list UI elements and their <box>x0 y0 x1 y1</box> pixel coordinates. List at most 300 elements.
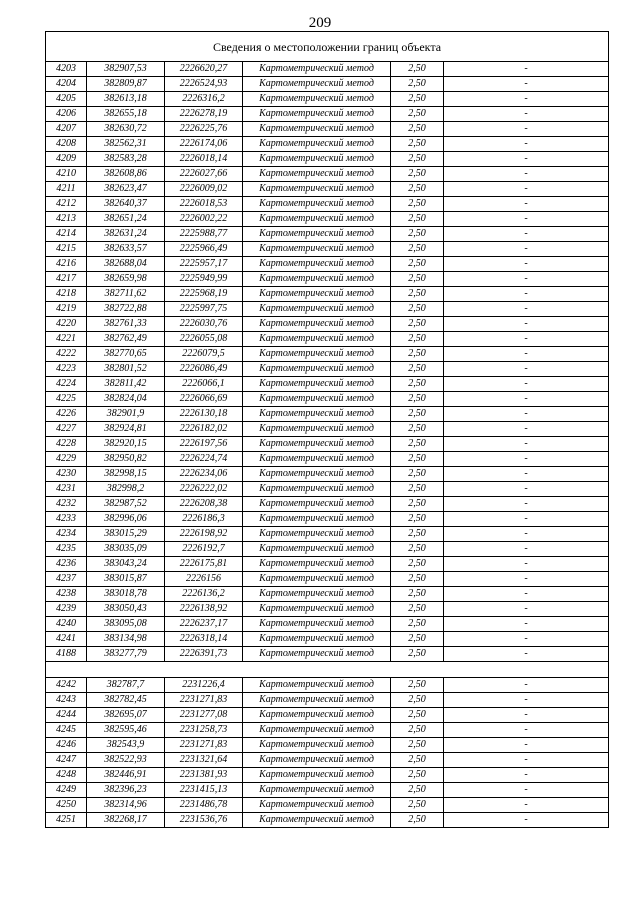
accuracy-cell: 2,50 <box>391 708 444 723</box>
description-cell: - <box>444 422 609 437</box>
x-coordinate-cell: 382920,15 <box>87 437 165 452</box>
description-cell: - <box>444 482 609 497</box>
x-coordinate-cell: 382623,47 <box>87 182 165 197</box>
accuracy-cell: 2,50 <box>391 317 444 332</box>
accuracy-cell: 2,50 <box>391 152 444 167</box>
description-cell: - <box>444 557 609 572</box>
x-coordinate-cell: 382824,04 <box>87 392 165 407</box>
y-coordinate-cell: 2226225,76 <box>165 122 243 137</box>
y-coordinate-cell: 2231271,83 <box>165 693 243 708</box>
x-coordinate-cell: 382522,93 <box>87 753 165 768</box>
y-coordinate-cell: 2226086,49 <box>165 362 243 377</box>
description-cell: - <box>444 798 609 813</box>
description-cell: - <box>444 377 609 392</box>
method-cell: Картометрический метод <box>243 152 391 167</box>
accuracy-cell: 2,50 <box>391 227 444 242</box>
accuracy-cell: 2,50 <box>391 437 444 452</box>
point-number-cell: 4211 <box>46 182 87 197</box>
y-coordinate-cell: 2231321,64 <box>165 753 243 768</box>
description-cell: - <box>444 152 609 167</box>
x-coordinate-cell: 383095,08 <box>87 617 165 632</box>
accuracy-cell: 2,50 <box>391 62 444 77</box>
accuracy-cell: 2,50 <box>391 347 444 362</box>
table-row <box>46 257 609 272</box>
point-number-cell: 4233 <box>46 512 87 527</box>
method-cell: Картометрический метод <box>243 77 391 92</box>
description-cell: - <box>444 77 609 92</box>
accuracy-cell: 2,50 <box>391 77 444 92</box>
method-cell: Картометрический метод <box>243 257 391 272</box>
x-coordinate-cell: 383015,87 <box>87 572 165 587</box>
y-coordinate-cell: 2226182,02 <box>165 422 243 437</box>
y-coordinate-cell: 2225966,49 <box>165 242 243 257</box>
x-coordinate-cell: 382659,98 <box>87 272 165 287</box>
table-row <box>46 302 609 317</box>
point-number-cell: 4216 <box>46 257 87 272</box>
point-number-cell: 4224 <box>46 377 87 392</box>
point-number-cell: 4214 <box>46 227 87 242</box>
accuracy-cell: 2,50 <box>391 738 444 753</box>
accuracy-cell: 2,50 <box>391 302 444 317</box>
x-coordinate-cell: 382762,49 <box>87 332 165 347</box>
table-row <box>46 647 609 662</box>
x-coordinate-cell: 383015,29 <box>87 527 165 542</box>
y-coordinate-cell: 2225997,75 <box>165 302 243 317</box>
x-coordinate-cell: 382801,52 <box>87 362 165 377</box>
x-coordinate-cell: 382998,15 <box>87 467 165 482</box>
method-cell: Картометрический метод <box>243 122 391 137</box>
y-coordinate-cell: 2226198,92 <box>165 527 243 542</box>
description-cell: - <box>444 768 609 783</box>
method-cell: Картометрический метод <box>243 467 391 482</box>
method-cell: Картометрический метод <box>243 768 391 783</box>
table-title-row <box>46 32 609 62</box>
table-row <box>46 678 609 693</box>
point-number-cell: 4223 <box>46 362 87 377</box>
method-cell: Картометрический метод <box>243 723 391 738</box>
method-cell: Картометрический метод <box>243 572 391 587</box>
table-row <box>46 497 609 512</box>
accuracy-cell: 2,50 <box>391 753 444 768</box>
x-coordinate-cell: 382998,2 <box>87 482 165 497</box>
y-coordinate-cell: 2226192,7 <box>165 542 243 557</box>
accuracy-cell: 2,50 <box>391 693 444 708</box>
x-coordinate-cell: 382655,18 <box>87 107 165 122</box>
x-coordinate-cell: 382996,06 <box>87 512 165 527</box>
description-cell: - <box>444 92 609 107</box>
point-number-cell: 4188 <box>46 647 87 662</box>
point-number-cell: 4220 <box>46 317 87 332</box>
x-coordinate-cell: 382396,23 <box>87 783 165 798</box>
point-number-cell: 4206 <box>46 107 87 122</box>
description-cell: - <box>444 242 609 257</box>
accuracy-cell: 2,50 <box>391 632 444 647</box>
description-cell: - <box>444 753 609 768</box>
method-cell: Картометрический метод <box>243 738 391 753</box>
y-coordinate-cell: 2226524,93 <box>165 77 243 92</box>
section-separator-cell <box>46 662 609 678</box>
point-number-cell: 4249 <box>46 783 87 798</box>
description-cell: - <box>444 122 609 137</box>
table-row <box>46 377 609 392</box>
accuracy-cell: 2,50 <box>391 512 444 527</box>
point-number-cell: 4208 <box>46 137 87 152</box>
point-number-cell: 4219 <box>46 302 87 317</box>
x-coordinate-cell: 382924,81 <box>87 422 165 437</box>
table-row <box>46 287 609 302</box>
y-coordinate-cell: 2226066,69 <box>165 392 243 407</box>
method-cell: Картометрический метод <box>243 708 391 723</box>
x-coordinate-cell: 383050,43 <box>87 602 165 617</box>
point-number-cell: 4225 <box>46 392 87 407</box>
y-coordinate-cell: 2226138,92 <box>165 602 243 617</box>
description-cell: - <box>444 647 609 662</box>
description-cell: - <box>444 257 609 272</box>
point-number-cell: 4251 <box>46 813 87 828</box>
method-cell: Картометрический метод <box>243 542 391 557</box>
y-coordinate-cell: 2226027,66 <box>165 167 243 182</box>
x-coordinate-cell: 382688,04 <box>87 257 165 272</box>
description-cell: - <box>444 347 609 362</box>
table-row <box>46 437 609 452</box>
y-coordinate-cell: 2231415,13 <box>165 783 243 798</box>
table-row <box>46 137 609 152</box>
y-coordinate-cell: 2226066,1 <box>165 377 243 392</box>
description-cell: - <box>444 362 609 377</box>
table-row <box>46 783 609 798</box>
y-coordinate-cell: 2225957,17 <box>165 257 243 272</box>
description-cell: - <box>444 467 609 482</box>
accuracy-cell: 2,50 <box>391 768 444 783</box>
accuracy-cell: 2,50 <box>391 92 444 107</box>
y-coordinate-cell: 2226130,18 <box>165 407 243 422</box>
description-cell: - <box>444 587 609 602</box>
table-row <box>46 332 609 347</box>
point-number-cell: 4207 <box>46 122 87 137</box>
accuracy-cell: 2,50 <box>391 467 444 482</box>
description-cell: - <box>444 678 609 693</box>
method-cell: Картометрический метод <box>243 482 391 497</box>
y-coordinate-cell: 2231226,4 <box>165 678 243 693</box>
accuracy-cell: 2,50 <box>391 798 444 813</box>
method-cell: Картометрический метод <box>243 407 391 422</box>
method-cell: Картометрический метод <box>243 587 391 602</box>
point-number-cell: 4226 <box>46 407 87 422</box>
x-coordinate-cell: 382782,45 <box>87 693 165 708</box>
accuracy-cell: 2,50 <box>391 362 444 377</box>
point-number-cell: 4218 <box>46 287 87 302</box>
y-coordinate-cell: 2231486,78 <box>165 798 243 813</box>
method-cell: Картометрический метод <box>243 182 391 197</box>
point-number-cell: 4241 <box>46 632 87 647</box>
y-coordinate-cell: 2226318,14 <box>165 632 243 647</box>
accuracy-cell: 2,50 <box>391 527 444 542</box>
accuracy-cell: 2,50 <box>391 422 444 437</box>
description-cell: - <box>444 632 609 647</box>
point-number-cell: 4228 <box>46 437 87 452</box>
description-cell: - <box>444 437 609 452</box>
description-cell: - <box>444 527 609 542</box>
description-cell: - <box>444 738 609 753</box>
x-coordinate-cell: 382787,7 <box>87 678 165 693</box>
method-cell: Картометрический метод <box>243 377 391 392</box>
method-cell: Картометрический метод <box>243 302 391 317</box>
y-coordinate-cell: 2226224,74 <box>165 452 243 467</box>
description-cell: - <box>444 287 609 302</box>
point-number-cell: 4246 <box>46 738 87 753</box>
method-cell: Картометрический метод <box>243 512 391 527</box>
y-coordinate-cell: 2231536,76 <box>165 813 243 828</box>
description-cell: - <box>444 542 609 557</box>
description-cell: - <box>444 302 609 317</box>
description-cell: - <box>444 317 609 332</box>
x-coordinate-cell: 382711,62 <box>87 287 165 302</box>
point-number-cell: 4242 <box>46 678 87 693</box>
x-coordinate-cell: 382695,07 <box>87 708 165 723</box>
description-cell: - <box>444 708 609 723</box>
x-coordinate-cell: 382651,24 <box>87 212 165 227</box>
point-number-cell: 4227 <box>46 422 87 437</box>
x-coordinate-cell: 382446,91 <box>87 768 165 783</box>
y-coordinate-cell: 2226197,56 <box>165 437 243 452</box>
table-row <box>46 167 609 182</box>
accuracy-cell: 2,50 <box>391 257 444 272</box>
table-row <box>46 798 609 813</box>
accuracy-cell: 2,50 <box>391 242 444 257</box>
point-number-cell: 4231 <box>46 482 87 497</box>
table-row <box>46 107 609 122</box>
method-cell: Картометрический метод <box>243 647 391 662</box>
method-cell: Картометрический метод <box>243 212 391 227</box>
description-cell: - <box>444 197 609 212</box>
table-row <box>46 587 609 602</box>
point-number-cell: 4213 <box>46 212 87 227</box>
method-cell: Картометрический метод <box>243 197 391 212</box>
x-coordinate-cell: 383043,24 <box>87 557 165 572</box>
method-cell: Картометрический метод <box>243 602 391 617</box>
accuracy-cell: 2,50 <box>391 482 444 497</box>
description-cell: - <box>444 572 609 587</box>
description-cell: - <box>444 332 609 347</box>
table-row <box>46 392 609 407</box>
point-number-cell: 4239 <box>46 602 87 617</box>
table-row <box>46 212 609 227</box>
y-coordinate-cell: 2226222,02 <box>165 482 243 497</box>
x-coordinate-cell: 382633,57 <box>87 242 165 257</box>
table-row <box>46 122 609 137</box>
table-row <box>46 152 609 167</box>
x-coordinate-cell: 382811,42 <box>87 377 165 392</box>
table-row <box>46 693 609 708</box>
method-cell: Картометрический метод <box>243 107 391 122</box>
x-coordinate-cell: 382595,46 <box>87 723 165 738</box>
x-coordinate-cell: 382901,9 <box>87 407 165 422</box>
accuracy-cell: 2,50 <box>391 572 444 587</box>
x-coordinate-cell: 382314,96 <box>87 798 165 813</box>
x-coordinate-cell: 383277,79 <box>87 647 165 662</box>
method-cell: Картометрический метод <box>243 437 391 452</box>
table-row <box>46 602 609 617</box>
accuracy-cell: 2,50 <box>391 167 444 182</box>
table-row <box>46 227 609 242</box>
x-coordinate-cell: 382613,18 <box>87 92 165 107</box>
y-coordinate-cell: 2226018,14 <box>165 152 243 167</box>
y-coordinate-cell: 2226079,5 <box>165 347 243 362</box>
accuracy-cell: 2,50 <box>391 723 444 738</box>
description-cell: - <box>444 62 609 77</box>
y-coordinate-cell: 2226278,19 <box>165 107 243 122</box>
accuracy-cell: 2,50 <box>391 407 444 422</box>
point-number-cell: 4230 <box>46 467 87 482</box>
accuracy-cell: 2,50 <box>391 332 444 347</box>
method-cell: Картометрический метод <box>243 617 391 632</box>
point-number-cell: 4234 <box>46 527 87 542</box>
y-coordinate-cell: 2226186,3 <box>165 512 243 527</box>
x-coordinate-cell: 383134,98 <box>87 632 165 647</box>
point-number-cell: 4205 <box>46 92 87 107</box>
method-cell: Картометрический метод <box>243 287 391 302</box>
y-coordinate-cell: 2231258,73 <box>165 723 243 738</box>
y-coordinate-cell: 2226391,73 <box>165 647 243 662</box>
method-cell: Картометрический метод <box>243 693 391 708</box>
table-row <box>46 482 609 497</box>
table-row <box>46 572 609 587</box>
x-coordinate-cell: 382630,72 <box>87 122 165 137</box>
description-cell: - <box>444 182 609 197</box>
point-number-cell: 4204 <box>46 77 87 92</box>
method-cell: Картометрический метод <box>243 137 391 152</box>
method-cell: Картометрический метод <box>243 497 391 512</box>
table-row <box>46 542 609 557</box>
table-row <box>46 452 609 467</box>
x-coordinate-cell: 382640,37 <box>87 197 165 212</box>
x-coordinate-cell: 382907,53 <box>87 62 165 77</box>
point-number-cell: 4229 <box>46 452 87 467</box>
y-coordinate-cell: 2226175,81 <box>165 557 243 572</box>
method-cell: Картометрический метод <box>243 317 391 332</box>
table-row <box>46 77 609 92</box>
table-row <box>46 708 609 723</box>
accuracy-cell: 2,50 <box>391 122 444 137</box>
accuracy-cell: 2,50 <box>391 212 444 227</box>
description-cell: - <box>444 497 609 512</box>
description-cell: - <box>444 392 609 407</box>
description-cell: - <box>444 602 609 617</box>
accuracy-cell: 2,50 <box>391 602 444 617</box>
method-cell: Картометрический метод <box>243 347 391 362</box>
description-cell: - <box>444 783 609 798</box>
description-cell: - <box>444 227 609 242</box>
y-coordinate-cell: 2226002,22 <box>165 212 243 227</box>
table-row <box>46 182 609 197</box>
point-number-cell: 4244 <box>46 708 87 723</box>
x-coordinate-cell: 382722,88 <box>87 302 165 317</box>
accuracy-cell: 2,50 <box>391 137 444 152</box>
table-row <box>46 557 609 572</box>
y-coordinate-cell: 2226208,38 <box>165 497 243 512</box>
table-row <box>46 317 609 332</box>
y-coordinate-cell: 2226156 <box>165 572 243 587</box>
description-cell: - <box>444 693 609 708</box>
description-cell: - <box>444 512 609 527</box>
x-coordinate-cell: 382809,87 <box>87 77 165 92</box>
point-number-cell: 4212 <box>46 197 87 212</box>
y-coordinate-cell: 2226030,76 <box>165 317 243 332</box>
accuracy-cell: 2,50 <box>391 542 444 557</box>
accuracy-cell: 2,50 <box>391 377 444 392</box>
x-coordinate-cell: 382583,28 <box>87 152 165 167</box>
y-coordinate-cell: 2231271,83 <box>165 738 243 753</box>
description-cell: - <box>444 272 609 287</box>
description-cell: - <box>444 167 609 182</box>
y-coordinate-cell: 2225988,77 <box>165 227 243 242</box>
accuracy-cell: 2,50 <box>391 497 444 512</box>
table-row <box>46 813 609 828</box>
point-number-cell: 4240 <box>46 617 87 632</box>
table-row <box>46 407 609 422</box>
x-coordinate-cell: 382987,52 <box>87 497 165 512</box>
method-cell: Картометрический метод <box>243 242 391 257</box>
accuracy-cell: 2,50 <box>391 647 444 662</box>
method-cell: Картометрический метод <box>243 362 391 377</box>
description-cell: - <box>444 723 609 738</box>
point-number-cell: 4243 <box>46 693 87 708</box>
point-number-cell: 4235 <box>46 542 87 557</box>
page-number: 209 <box>308 15 332 31</box>
y-coordinate-cell: 2226018,53 <box>165 197 243 212</box>
y-coordinate-cell: 2225968,19 <box>165 287 243 302</box>
method-cell: Картометрический метод <box>243 783 391 798</box>
table-row <box>46 422 609 437</box>
table-row <box>46 272 609 287</box>
description-cell: - <box>444 617 609 632</box>
method-cell: Картометрический метод <box>243 678 391 693</box>
table-row <box>46 753 609 768</box>
table-row <box>46 467 609 482</box>
accuracy-cell: 2,50 <box>391 617 444 632</box>
method-cell: Картометрический метод <box>243 798 391 813</box>
description-cell: - <box>444 813 609 828</box>
point-number-cell: 4245 <box>46 723 87 738</box>
point-number-cell: 4215 <box>46 242 87 257</box>
point-number-cell: 4203 <box>46 62 87 77</box>
table-row <box>46 242 609 257</box>
y-coordinate-cell: 2225949,99 <box>165 272 243 287</box>
point-number-cell: 4237 <box>46 572 87 587</box>
point-number-cell: 4222 <box>46 347 87 362</box>
x-coordinate-cell: 382268,17 <box>87 813 165 828</box>
point-number-cell: 4236 <box>46 557 87 572</box>
accuracy-cell: 2,50 <box>391 272 444 287</box>
method-cell: Картометрический метод <box>243 62 391 77</box>
y-coordinate-cell: 2231277,08 <box>165 708 243 723</box>
table-title: Сведения о местоположении границ объекта <box>46 32 609 62</box>
x-coordinate-cell: 382543,9 <box>87 738 165 753</box>
x-coordinate-cell: 382608,86 <box>87 167 165 182</box>
section-separator-row <box>46 662 609 678</box>
table-row <box>46 197 609 212</box>
description-cell: - <box>444 452 609 467</box>
accuracy-cell: 2,50 <box>391 392 444 407</box>
table-row <box>46 62 609 77</box>
point-number-cell: 4232 <box>46 497 87 512</box>
table-row <box>46 632 609 647</box>
method-cell: Картометрический метод <box>243 753 391 768</box>
x-coordinate-cell: 382562,31 <box>87 137 165 152</box>
x-coordinate-cell: 382761,33 <box>87 317 165 332</box>
table-row <box>46 92 609 107</box>
point-number-cell: 4238 <box>46 587 87 602</box>
